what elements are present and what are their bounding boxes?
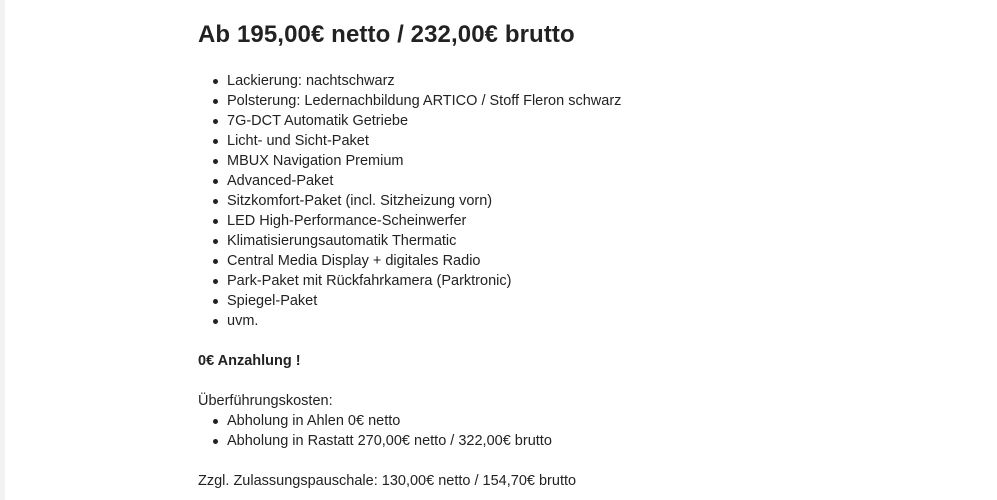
feature-item <box>198 191 898 211</box>
feature-label: uvm. <box>227 313 259 329</box>
bullet-icon <box>213 139 218 144</box>
transfer-cost-label: Abholung in Rastatt 270,00€ netto / 322,00€ brutto <box>227 433 552 449</box>
feature-item <box>198 71 898 91</box>
feature-label: Polsterung: Ledernachbildung ARTICO / Stoff Fleron schwarz <box>227 93 622 109</box>
feature-item <box>198 291 898 311</box>
features-list <box>198 71 898 331</box>
bullet-icon <box>213 119 218 124</box>
feature-item <box>198 171 898 191</box>
registration-fee-note: Zzgl. Zulassungspauschale: 130,00€ netto / 154,70€ brutto <box>198 473 577 489</box>
price-heading: Ab 195,00€ netto / 232,00€ brutto <box>198 21 575 48</box>
feature-label: LED High-Performance-Scheinwerfer <box>227 213 467 229</box>
feature-item <box>198 271 898 291</box>
bullet-icon <box>213 279 218 284</box>
bullet-icon <box>213 99 218 104</box>
feature-item <box>198 91 898 111</box>
transfer-costs-list <box>198 411 898 451</box>
feature-label: Licht- und Sicht-Paket <box>227 133 369 149</box>
feature-item <box>198 311 898 331</box>
bullet-icon <box>213 159 218 164</box>
bullet-icon <box>213 199 218 204</box>
transfer-cost-item <box>198 431 898 451</box>
feature-label: Central Media Display + digitales Radio <box>227 253 481 269</box>
left-border <box>0 0 5 500</box>
feature-item <box>198 211 898 231</box>
feature-label: 7G-DCT Automatik Getriebe <box>227 113 409 129</box>
bullet-icon <box>213 179 218 184</box>
feature-label: Park-Paket mit Rückfahrkamera (Parktronic) <box>227 273 512 289</box>
feature-item <box>198 251 898 271</box>
bullet-icon <box>213 299 218 304</box>
bullet-icon <box>213 219 218 224</box>
feature-label: MBUX Navigation Premium <box>227 153 404 169</box>
feature-label: Sitzkomfort-Paket (incl. Sitzheizung vorn) <box>227 193 493 209</box>
transfer-cost-label: Abholung in Ahlen 0€ netto <box>227 413 401 429</box>
feature-label: Spiegel-Paket <box>227 293 318 309</box>
bullet-icon <box>213 419 218 424</box>
feature-item <box>198 231 898 251</box>
bullet-icon <box>213 79 218 84</box>
feature-item <box>198 151 898 171</box>
feature-label: Advanced-Paket <box>227 173 334 189</box>
bullet-icon <box>213 239 218 244</box>
transfer-cost-item <box>198 411 898 431</box>
bullet-icon <box>213 319 218 324</box>
feature-item <box>198 111 898 131</box>
transfer-costs-heading: Überführungskosten: <box>198 393 333 409</box>
feature-label: Lackierung: nachtschwarz <box>227 73 395 89</box>
down-payment-note: 0€ Anzahlung ! <box>198 353 301 369</box>
bullet-icon <box>213 259 218 264</box>
feature-label: Klimatisierungsautomatik Thermatic <box>227 233 457 249</box>
feature-item <box>198 131 898 151</box>
offer-details <box>198 18 898 491</box>
bullet-icon <box>213 439 218 444</box>
